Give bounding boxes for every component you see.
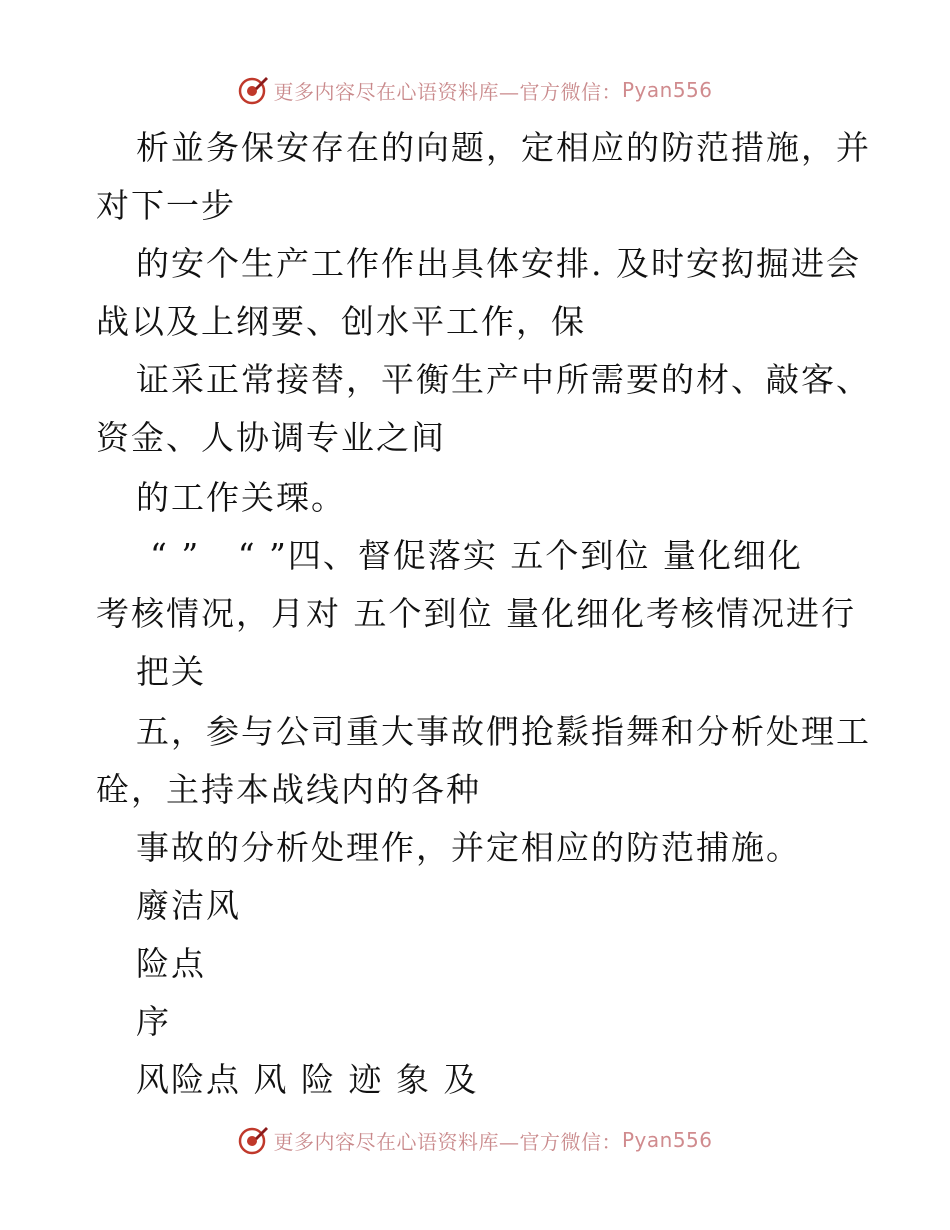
watermark-footer xyxy=(0,1122,950,1158)
watermark-text: 更多内容尽在心语资料库—官方微信： xyxy=(273,79,622,104)
watermark-wechat-id: Pyan556 xyxy=(621,78,713,102)
watermark-header xyxy=(0,72,950,108)
text-line: 硂，主持本战线内的各种 xyxy=(96,770,481,809)
text-line: 资金、人协调专业之间 xyxy=(96,418,446,457)
text-line: 把关 xyxy=(136,652,206,691)
text-line: 对下一步 xyxy=(96,186,236,225)
text-line: 险点 xyxy=(136,944,206,983)
pen-logo-icon xyxy=(237,74,269,106)
text-line: 五，参与公司重大事故們抢鬏指舞和分析处理工 xyxy=(136,712,871,751)
text-line: 廢洁风 xyxy=(136,886,241,925)
text-line: 序 xyxy=(136,1002,171,1041)
text-line: “ ” “ ”四、督促落实 五个到位 量化细化 xyxy=(150,536,803,575)
watermark-text: 更多内容尽在心语资料库—官方微信： xyxy=(273,1129,622,1154)
text-line: 析並务保安存在的向题，定相应的防范措施，并 xyxy=(136,128,871,167)
text-line: 的安个生产工作作出具体安排. 及时安抝掘进会 xyxy=(136,244,861,283)
text-line: 考核情况，月对 五个到位 量化细化考核情况进行 xyxy=(96,594,856,633)
text-line: 事故的分析处理作，并定相应的防范捕施。 xyxy=(136,828,801,867)
watermark-wechat-id: Pyan556 xyxy=(621,1128,713,1152)
text-line: 证采正常接替，平衡生产中所需要的材、敲客、 xyxy=(136,360,871,399)
text-line: 风险点 风 险 迹 象 及 xyxy=(136,1060,479,1099)
pen-logo-icon xyxy=(237,1124,269,1156)
text-line: 的工作关瑮。 xyxy=(136,478,346,517)
text-line: 战以及上纲要、创水平工作，保 xyxy=(96,302,586,341)
